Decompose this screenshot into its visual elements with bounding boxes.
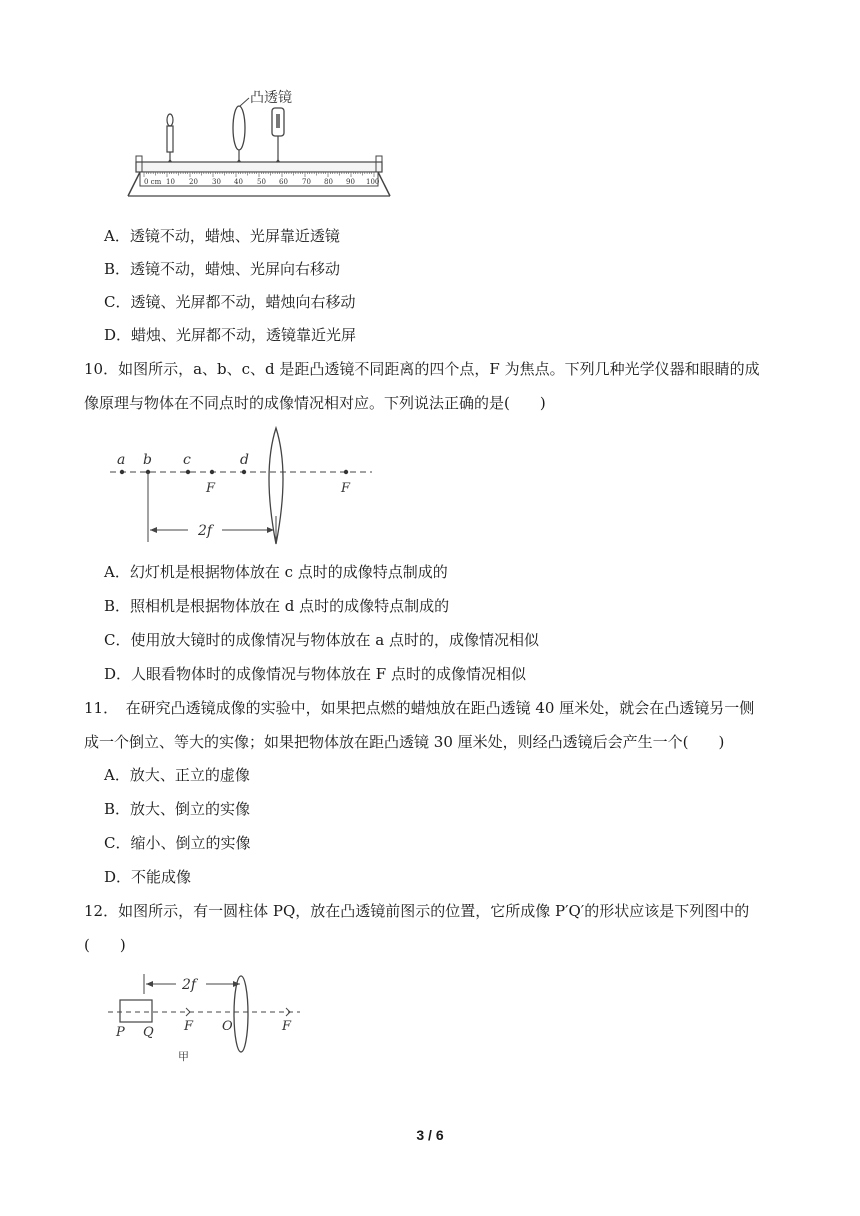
q9-option-b: B．透镜不动，蜡烛、光屏向右移动 <box>104 260 341 278</box>
q9-option-a: A．透镜不动，蜡烛、光屏靠近透镜 <box>104 227 340 245</box>
ruler-tick-label: 60 <box>279 178 288 186</box>
ruler-tick-label: 90 <box>346 178 355 186</box>
label-q: Q <box>143 1025 154 1040</box>
q9-option-c: C．透镜、光屏都不动，蜡烛向右移动 <box>104 293 356 311</box>
ruler-tick-label: 100 <box>366 178 380 186</box>
point-c-label: c <box>183 452 191 468</box>
ruler-tick-label: 40 <box>234 178 243 186</box>
lens-center-label: O <box>222 1019 233 1034</box>
label-p: P <box>116 1025 125 1040</box>
ruler-tick-label: 70 <box>302 178 311 186</box>
ruler-tick-label: 80 <box>324 178 333 186</box>
q10-stem-line2: 像原理与物体在不同点时的成像情况相对应。下列说法正确的是( ) <box>84 394 546 412</box>
q12-stem-line2: ( ) <box>84 936 126 954</box>
bench-ruler <box>128 156 390 196</box>
focus-right-label: F <box>282 1019 292 1034</box>
q10-option-b: B．照相机是根据物体放在 d 点时的成像特点制成的 <box>104 597 450 615</box>
focus-right-label: F <box>341 481 351 496</box>
point-d-label: d <box>240 452 249 468</box>
q11-option-b: B．放大、倒立的实像 <box>104 800 251 818</box>
q11-option-c: C．缩小、倒立的实像 <box>104 834 251 852</box>
two-f-label: 2f <box>182 977 197 993</box>
q10-option-c: C．使用放大镜时的成像情况与物体放在 a 点时的，成像情况相似 <box>104 631 539 649</box>
candle <box>164 114 176 168</box>
cylinder-pq <box>120 1000 152 1022</box>
optical-bench-figure <box>122 84 402 200</box>
point-a-label: a <box>117 452 126 468</box>
convex-lens <box>233 106 245 168</box>
ruler-tick-label: 30 <box>212 178 221 186</box>
lens-label: 凸透镜 <box>250 90 292 106</box>
q10-stem-line1: 10．如图所示，a、b、c、d 是距凸透镜不同距离的四个点，F 为焦点。下列几种光学仪器和眼睛的成 <box>84 360 760 378</box>
q11-stem-line2: 成一个倒立、等大的实像；如果把物体放在距凸透镜 30 厘米处，则经凸透镜后会产生一个( ) <box>84 733 725 751</box>
two-f-label: 2f <box>198 523 213 539</box>
ruler-tick-label: 10 <box>166 178 175 186</box>
figure-caption: 甲 <box>178 1050 189 1063</box>
focus-left-label: F <box>206 481 216 496</box>
q9-option-d: D．蜡烛、光屏都不动，透镜靠近光屏 <box>104 326 357 344</box>
q11-stem-line1: 11． 在研究凸透镜成像的实验中，如果把点燃的蜡烛放在距凸透镜 40 厘米处，就会在凸透镜另一侧 <box>84 699 755 717</box>
page-number: 3 / 6 <box>416 1127 444 1143</box>
lens-points-figure <box>110 424 374 548</box>
focus-left-label: F <box>184 1019 194 1034</box>
light-screen <box>272 108 284 168</box>
ruler-tick-label: 50 <box>257 178 266 186</box>
point-b-label: b <box>143 452 152 468</box>
ruler-unit-label: 0 cm <box>144 178 162 186</box>
ruler-tick-label: 20 <box>189 178 198 186</box>
cylinder-lens-figure <box>106 964 306 1064</box>
q12-stem-line1: 12．如图所示，有一圆柱体 PQ，放在凸透镜前图示的位置，它所成像 P′Q′的形状应该是下列图中的 <box>84 902 750 920</box>
q11-option-d: D．不能成像 <box>104 868 192 886</box>
q11-option-a: A．放大、正立的虚像 <box>104 766 250 784</box>
q10-option-d: D．人眼看物体时的成像情况与物体放在 F 点时的成像情况相似 <box>104 665 526 683</box>
q10-option-a: A．幻灯机是根据物体放在 c 点时的成像特点制成的 <box>104 563 448 581</box>
